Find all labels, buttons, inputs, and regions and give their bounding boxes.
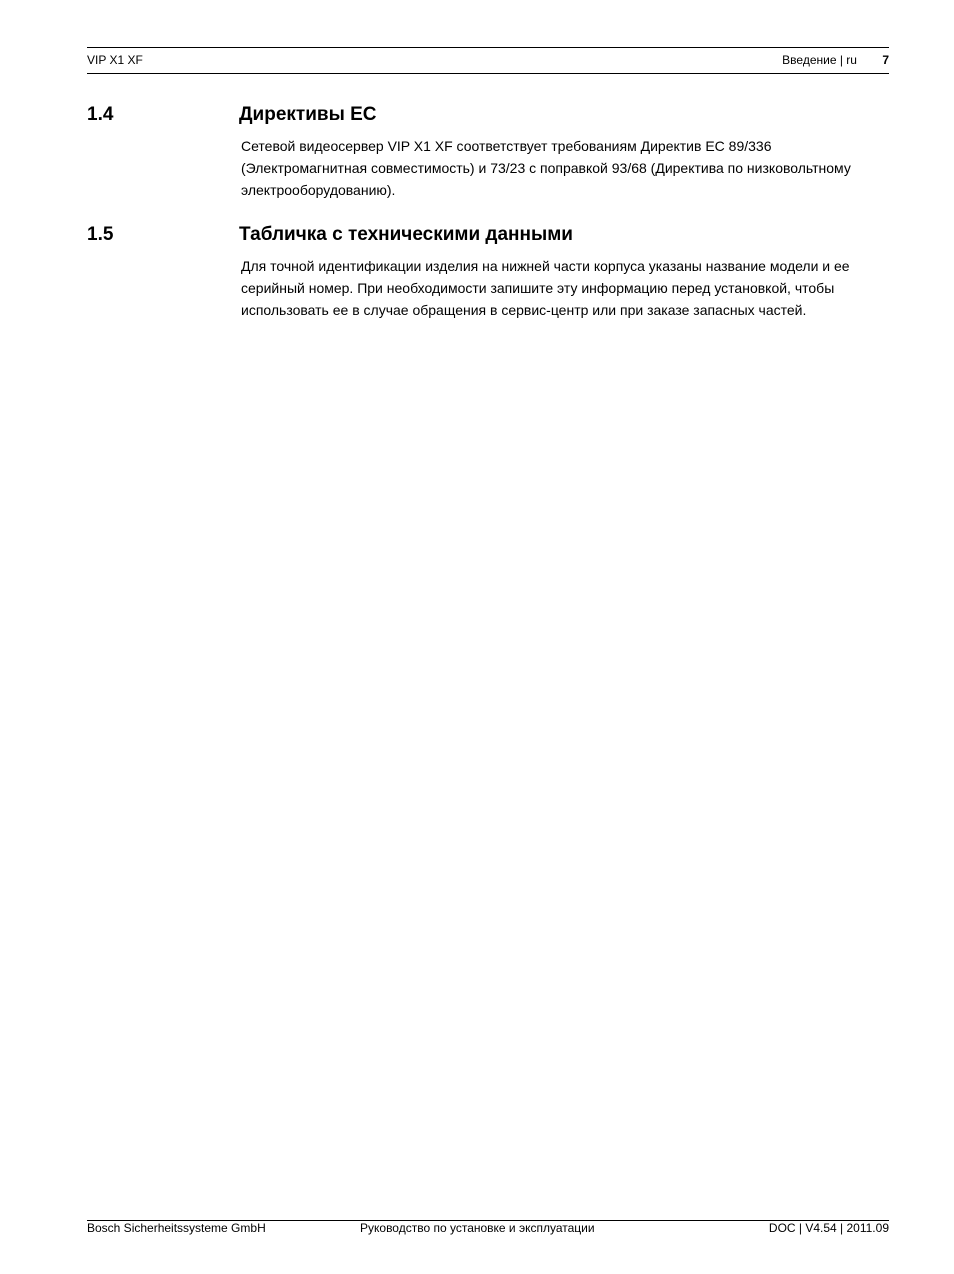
footer-company: Bosch Sicherheitssysteme GmbH	[87, 1221, 266, 1235]
page-number: 7	[882, 53, 889, 67]
footer-doc-info: DOC | V4.54 | 2011.09	[768, 1221, 889, 1235]
section-body: Для точной идентификации изделия на нижней части корпуса указаны название модели и ее серийный номер. При необходимости запишите эту информацию перед установкой, чтобы использовать ее в случае обращения в сервис-центр или при заказе запасных частей.	[241, 258, 850, 318]
footer-document-title: Руководство по установке и эксплуатации	[360, 1221, 595, 1235]
page-header	[87, 47, 889, 74]
section-title: Директивы ЕС	[239, 104, 377, 125]
header-right	[782, 53, 889, 67]
section-body: Сетевой видеосервер VIP X1 XF соответствует требованиям Директив ЕС 89/336 (Электромагнитная совместимость) и 73/23 с поправкой 93/68 (Директива по низковольтному электрооборудованию).	[241, 138, 851, 198]
page-footer	[87, 1220, 889, 1240]
section-title: Табличка с техническими данными	[239, 224, 573, 245]
header-product-name: VIP X1 XF	[87, 53, 143, 67]
section-number: 1.4	[87, 104, 114, 125]
header-section-label: Введение | ru	[782, 53, 857, 67]
section-number: 1.5	[87, 224, 114, 245]
